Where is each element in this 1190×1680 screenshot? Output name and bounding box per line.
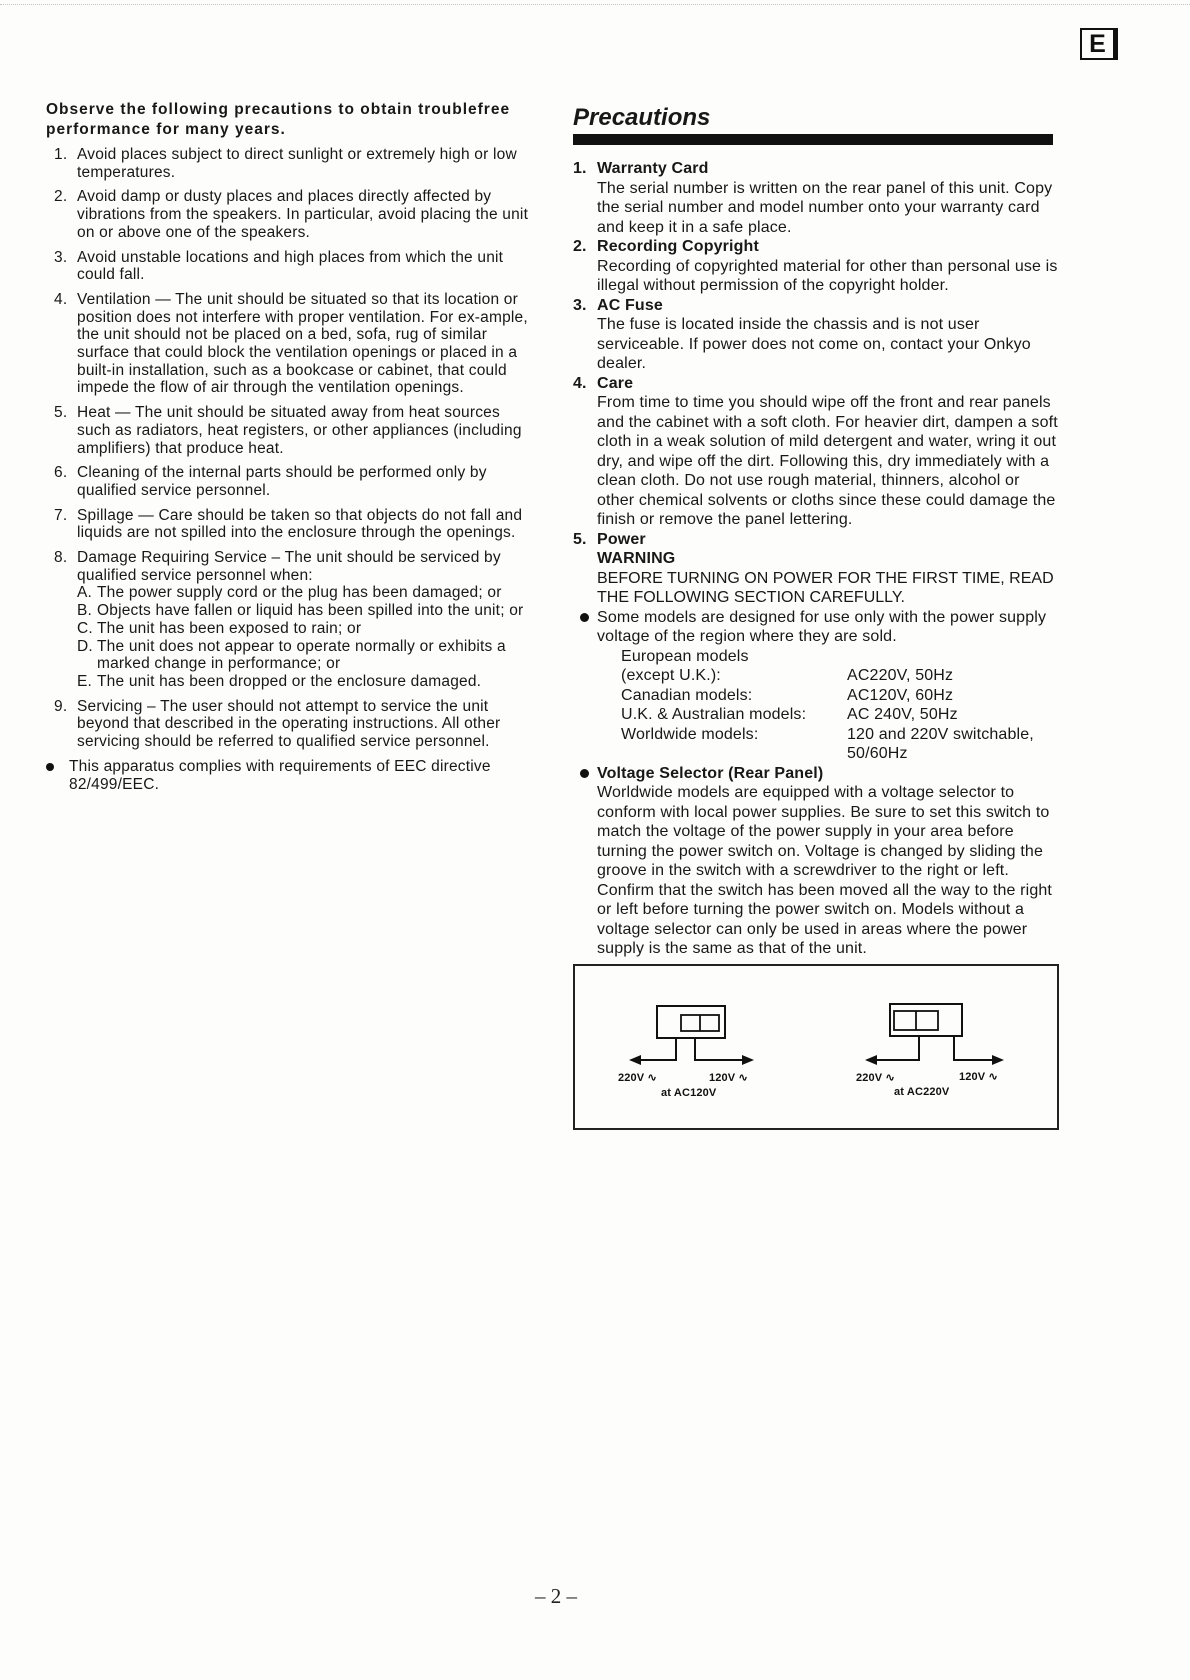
item-text: Damage Requiring Service – The unit should be serviced by qualified service personnel when: — [77, 549, 501, 584]
language-badge: E — [1080, 28, 1118, 60]
voltage-value: AC 240V, 50Hz — [847, 706, 958, 723]
sub-item — [77, 602, 530, 620]
intro-heading: Observe the following precautions to obtain troublefree performance for many years. — [46, 101, 511, 138]
region-label: Canadian models: — [621, 686, 753, 704]
section-heading: Recording Copyright — [597, 238, 759, 255]
switch-housing — [657, 1006, 725, 1038]
item-number: 2. — [54, 188, 68, 206]
item-number: 5. — [54, 404, 68, 422]
section-care — [573, 374, 1059, 530]
lead-right — [695, 1038, 743, 1060]
region-label: U.K. & Australian models: — [621, 706, 807, 723]
bullet-icon — [46, 763, 54, 771]
precaution-item — [46, 507, 530, 542]
sub-item — [77, 638, 530, 673]
section-heading: Warranty Card — [597, 160, 709, 177]
precaution-item — [46, 146, 530, 181]
voltage-table-row — [597, 705, 1059, 725]
voltage-value: AC120V, 60Hz — [847, 686, 954, 704]
section-heading: AC Fuse — [597, 296, 663, 314]
label-120v: 120V ∿ — [959, 1070, 998, 1083]
section-power — [573, 530, 1059, 608]
section-ac-fuse — [573, 296, 1059, 374]
voltage-selector-heading: Voltage Selector (Rear Panel) — [597, 764, 824, 782]
item-text: Spillage — Care should be taken so that objects do not fall and liquids are not spilled into the enclosure through the openings. — [77, 506, 523, 542]
sub-item-text: The power supply cord or the plug has been damaged; or — [97, 584, 502, 602]
arrow-left-icon — [865, 1055, 877, 1065]
section-heading: Care — [597, 374, 634, 392]
voltage-table-row — [597, 666, 1059, 686]
sub-item — [77, 673, 530, 691]
switch-at-ac120v — [618, 1006, 754, 1099]
bullet-icon — [580, 769, 589, 778]
section-number: 4. — [573, 374, 587, 392]
label-220v: 220V ∿ — [856, 1071, 895, 1084]
section-text: The serial number is written on the rear panel of this unit. Copy the serial number and model number onto your warranty card and keep it in a safe place. — [597, 179, 1053, 236]
voltage-value: AC220V, 50Hz — [847, 667, 954, 684]
section-recording-copyright — [573, 237, 1059, 296]
section-number: 3. — [573, 296, 587, 314]
section-heading: Power — [597, 530, 646, 548]
warning-text: BEFORE TURNING ON POWER FOR THE FIRST TIME, READ THE FOLLOWING SECTION CAREFULLY. — [597, 569, 1054, 606]
section-number: 2. — [573, 238, 587, 255]
sub-item-letter: B. — [77, 602, 93, 620]
left-column — [46, 100, 530, 793]
voltage-selector-diagram — [573, 964, 1059, 1130]
title-rule — [573, 134, 1053, 145]
section-text: The fuse is located inside the chassis and is not user serviceable. If power does not come on, contact your Onkyo dealer. — [597, 316, 1031, 372]
switch-at-ac220v — [856, 1004, 1004, 1098]
sub-item-text: Objects have fallen or liquid has been spilled into the unit; or — [97, 602, 524, 620]
item-text: Cleaning of the internal parts should be performed only by qualified service personnel. — [77, 464, 487, 499]
item-number: 1. — [54, 146, 68, 163]
voltage-table-row — [597, 686, 1059, 706]
item-number: 7. — [54, 506, 68, 524]
sub-item-letter: A. — [77, 584, 93, 602]
item-number: 6. — [54, 464, 68, 482]
item-text: Ventilation — The unit should be situated so that its location or position does not interfere with proper ventilation. For ex-ample, the unit should not be placed on a bed, sofa, rug of similar surface that could block the ventilation openings or placed in a built-in installation, such as a bookcase or cabinet, that could impede the flow of air through the ventilation openings. — [77, 290, 528, 397]
lead-left — [875, 1036, 919, 1060]
voltage-selector-text: Worldwide models are equipped with a voltage selector to conform with local power supplies. Be sure to set this switch to match the voltage of the power supply in your area before turning the power switch on. Voltage is changed by sliding the groove in the switch with a screwdriver to the right or left. Confirm that the switch has been moved all the way to the right or left before turning the power switch on. Models without a voltage selector can only be used in areas where the power supply is the same as that of the unit. — [597, 784, 1053, 957]
voltage-table-group-label: European models — [621, 647, 749, 665]
sub-item-letter: C. — [77, 619, 93, 637]
precaution-item — [46, 549, 530, 691]
label-120v: 120V ∿ — [709, 1071, 748, 1084]
page-number: – 2 – — [535, 1584, 577, 1608]
voltage-value: 120 and 220V switchable, 50/60Hz — [847, 725, 1034, 762]
region-label: Worldwide models: — [621, 725, 759, 743]
bullet-text: This apparatus complies with requirements of EEC directive 82/499/EEC. — [69, 757, 491, 793]
sub-item — [77, 620, 530, 638]
section-number: 1. — [573, 160, 587, 177]
sub-item-text: The unit does not appear to operate normally or exhibits a marked change in performance; or — [97, 637, 506, 673]
item-number: 9. — [54, 697, 68, 715]
diagram-canvas — [575, 966, 1057, 1128]
precaution-item — [46, 249, 530, 284]
sub-item-text: The unit has been exposed to rain; or — [97, 619, 362, 637]
sub-item-letter: E. — [77, 672, 93, 690]
voltage-table-row — [597, 725, 1059, 764]
precaution-item — [46, 464, 530, 499]
section-text: Recording of copyrighted material for other than personal use is illegal without permission of the copyright holder. — [597, 257, 1058, 294]
precaution-item — [46, 291, 530, 397]
item-body — [77, 549, 530, 691]
voltage-selector-note — [573, 764, 1059, 959]
arrow-left-icon — [629, 1055, 641, 1065]
item-text: Avoid places subject to direct sunlight or extremely high or low temperatures. — [77, 146, 517, 181]
section-warranty-card — [573, 159, 1059, 237]
label-220v: 220V ∿ — [618, 1071, 657, 1084]
arrow-right-icon — [992, 1055, 1004, 1065]
region-label: (except U.K.): — [621, 667, 721, 684]
sub-item-letter: D. — [77, 637, 93, 655]
supply-voltage-note — [573, 608, 1059, 764]
arrow-right-icon — [742, 1055, 754, 1065]
item-text: Avoid damp or dusty places and places directly affected by vibrations from the speakers. In particular, avoid placing the unit on or above one of the speakers. — [77, 188, 529, 241]
warning-label: WARNING — [597, 550, 676, 567]
switch-housing — [890, 1004, 962, 1036]
precaution-item — [46, 404, 530, 457]
right-column — [573, 104, 1059, 1130]
lead-right — [954, 1036, 993, 1060]
item-text: Servicing – The user should not attempt to service the unit beyond that described in the operating instructions. All other servicing should be referred to qualified service personnel. — [77, 697, 501, 751]
switch-caption: at AC220V — [894, 1085, 950, 1098]
item-text: Heat — The unit should be situated away from heat sources such as radiators, heat registers, or other appliances (including amplifiers) that produce heat. — [77, 404, 522, 457]
item-number: 3. — [54, 248, 68, 266]
sub-item-text: The unit has been dropped or the enclosure damaged. — [97, 672, 482, 690]
precaution-item — [46, 188, 530, 241]
precaution-item — [46, 698, 530, 751]
item-number: 4. — [54, 290, 68, 308]
scan-edge-line — [0, 4, 1190, 5]
item-number: 8. — [54, 549, 68, 567]
eec-compliance-note — [46, 758, 530, 793]
section-number: 5. — [573, 530, 587, 548]
page-title: Precautions — [573, 104, 711, 131]
sub-item — [77, 584, 530, 602]
lead-left — [639, 1038, 676, 1060]
bullet-text: Some models are designed for use only with the power supply voltage of the region where they are sold. — [597, 608, 1047, 645]
item-text: Avoid unstable locations and high places from which the unit could fall. — [77, 248, 504, 284]
section-text: From time to time you should wipe off the front and rear panels and the cabinet with a soft cloth. For heavier dirt, dampen a soft cloth in a weak solution of mild detergent and water, wring it out dry, and wipe off the dirt. Following this, dry immediately with a clean cloth. Do not use rough material, thinners, alcohol or other chemical solvents or cloths since these could damage the finish or remove the panel lettering. — [597, 394, 1058, 528]
switch-caption: at AC120V — [661, 1086, 717, 1099]
bullet-icon — [580, 613, 589, 622]
